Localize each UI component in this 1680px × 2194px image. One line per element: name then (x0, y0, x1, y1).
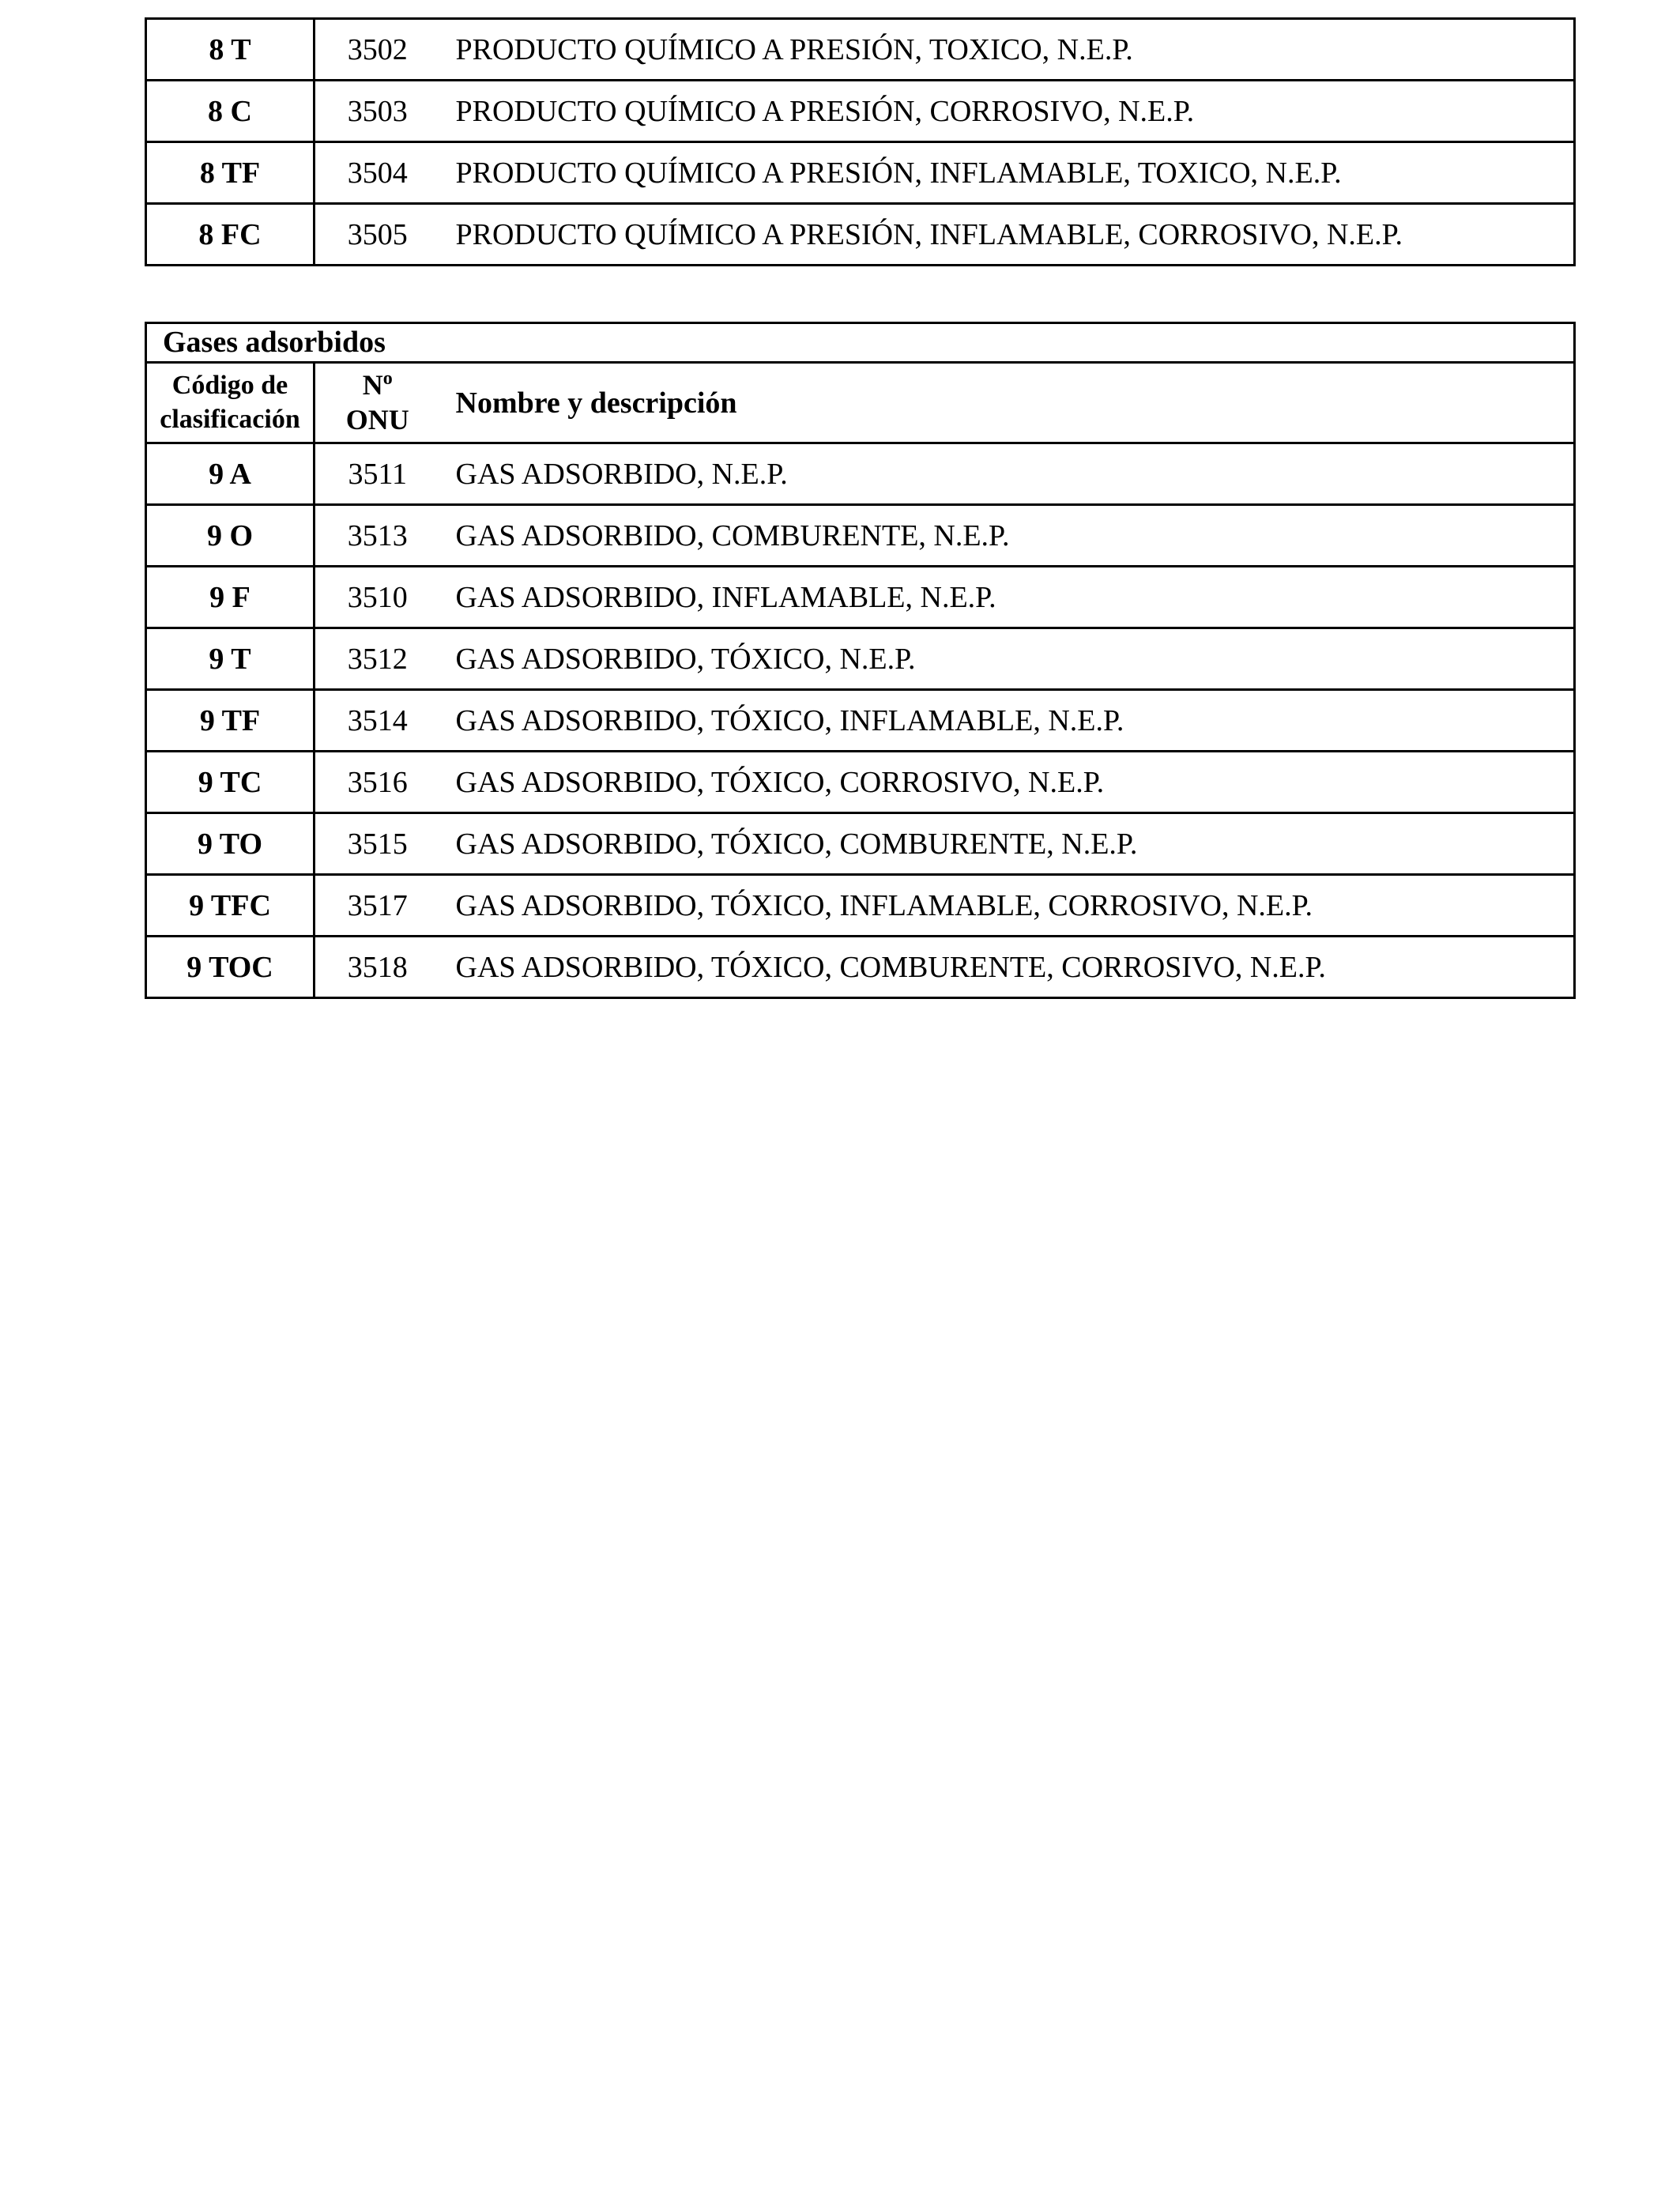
un-number-cell: 3502 (315, 19, 440, 81)
name-description-cell: GAS ADSORBIDO, TÓXICO, INFLAMABLE, CORROSIVO, N.E.P. (440, 875, 1575, 937)
un-number-cell: 3510 (315, 567, 440, 628)
classification-code-cell: 9 A (146, 443, 315, 505)
un-number-cell: 3517 (315, 875, 440, 937)
un-number-cell: 3515 (315, 813, 440, 875)
un-number-cell: 3504 (315, 142, 440, 204)
classification-code-cell: 9 T (146, 628, 315, 690)
table-row (146, 19, 1575, 81)
classification-code-header-line1: Código de (171, 371, 288, 400)
classification-code-cell: 9 TOC (146, 937, 315, 998)
un-number-cell: 3512 (315, 628, 440, 690)
classification-code-cell: 9 O (146, 505, 315, 567)
un-number-cell: 3513 (315, 505, 440, 567)
classification-code-cell: 9 TC (146, 752, 315, 813)
table-row (146, 690, 1575, 752)
classification-code-cell: 9 F (146, 567, 315, 628)
table-row (146, 567, 1575, 628)
table-row (146, 443, 1575, 505)
un-number-cell: 3503 (315, 81, 440, 142)
name-description-cell: PRODUCTO QUÍMICO A PRESIÓN, INFLAMABLE, CORROSIVO, N.E.P. (440, 204, 1575, 266)
section-title-row (146, 323, 1575, 363)
un-number-cell: 3511 (315, 443, 440, 505)
adsorbed-gases-table (145, 322, 1576, 999)
name-description-cell: GAS ADSORBIDO, TÓXICO, N.E.P. (440, 628, 1575, 690)
table-row (146, 937, 1575, 998)
classification-code-cell: 8 FC (146, 204, 315, 266)
table-row (146, 752, 1575, 813)
classification-code-cell: 9 TF (146, 690, 315, 752)
name-description-cell: PRODUCTO QUÍMICO A PRESIÓN, TOXICO, N.E.P. (440, 19, 1575, 81)
name-description-cell: PRODUCTO QUÍMICO A PRESIÓN, CORROSIVO, N.E.P. (440, 81, 1575, 142)
table-row (146, 81, 1575, 142)
table-row (146, 142, 1575, 204)
name-description-cell: GAS ADSORBIDO, COMBURENTE, N.E.P. (440, 505, 1575, 567)
table-row (146, 505, 1575, 567)
un-number-cell: 3514 (315, 690, 440, 752)
un-number-header-line2: ONU (345, 403, 409, 435)
name-description-cell: GAS ADSORBIDO, INFLAMABLE, N.E.P. (440, 567, 1575, 628)
un-number-cell: 3516 (315, 752, 440, 813)
header-row (146, 363, 1575, 443)
table-row (146, 875, 1575, 937)
classification-code-cell: 9 TO (146, 813, 315, 875)
un-number-cell: 3505 (315, 204, 440, 266)
name-description-cell: GAS ADSORBIDO, TÓXICO, CORROSIVO, N.E.P. (440, 752, 1575, 813)
table-row (146, 628, 1575, 690)
un-number-cell: 3518 (315, 937, 440, 998)
un-number-header (315, 363, 440, 443)
table-row (146, 813, 1575, 875)
name-description-cell: GAS ADSORBIDO, TÓXICO, INFLAMABLE, N.E.P. (440, 690, 1575, 752)
section-title: Gases adsorbidos (146, 323, 1575, 363)
name-description-cell: GAS ADSORBIDO, TÓXICO, COMBURENTE, CORROSIVO, N.E.P. (440, 937, 1575, 998)
classification-code-header-line2: clasificación (160, 404, 300, 434)
classification-code-cell: 8 T (146, 19, 315, 81)
name-description-cell: PRODUCTO QUÍMICO A PRESIÓN, INFLAMABLE, TOXICO, N.E.P. (440, 142, 1575, 204)
ordinal-indicator: o (382, 368, 393, 390)
un-number-header-line1: N (362, 369, 383, 401)
classification-code-cell: 8 TF (146, 142, 315, 204)
name-description-cell: GAS ADSORBIDO, TÓXICO, COMBURENTE, N.E.P. (440, 813, 1575, 875)
pressurized-chemicals-table (145, 17, 1576, 266)
classification-code-cell: 9 TFC (146, 875, 315, 937)
classification-code-cell: 8 C (146, 81, 315, 142)
classification-code-header (146, 363, 315, 443)
table-row (146, 204, 1575, 266)
name-description-header: Nombre y descripción (440, 363, 1575, 443)
name-description-cell: GAS ADSORBIDO, N.E.P. (440, 443, 1575, 505)
